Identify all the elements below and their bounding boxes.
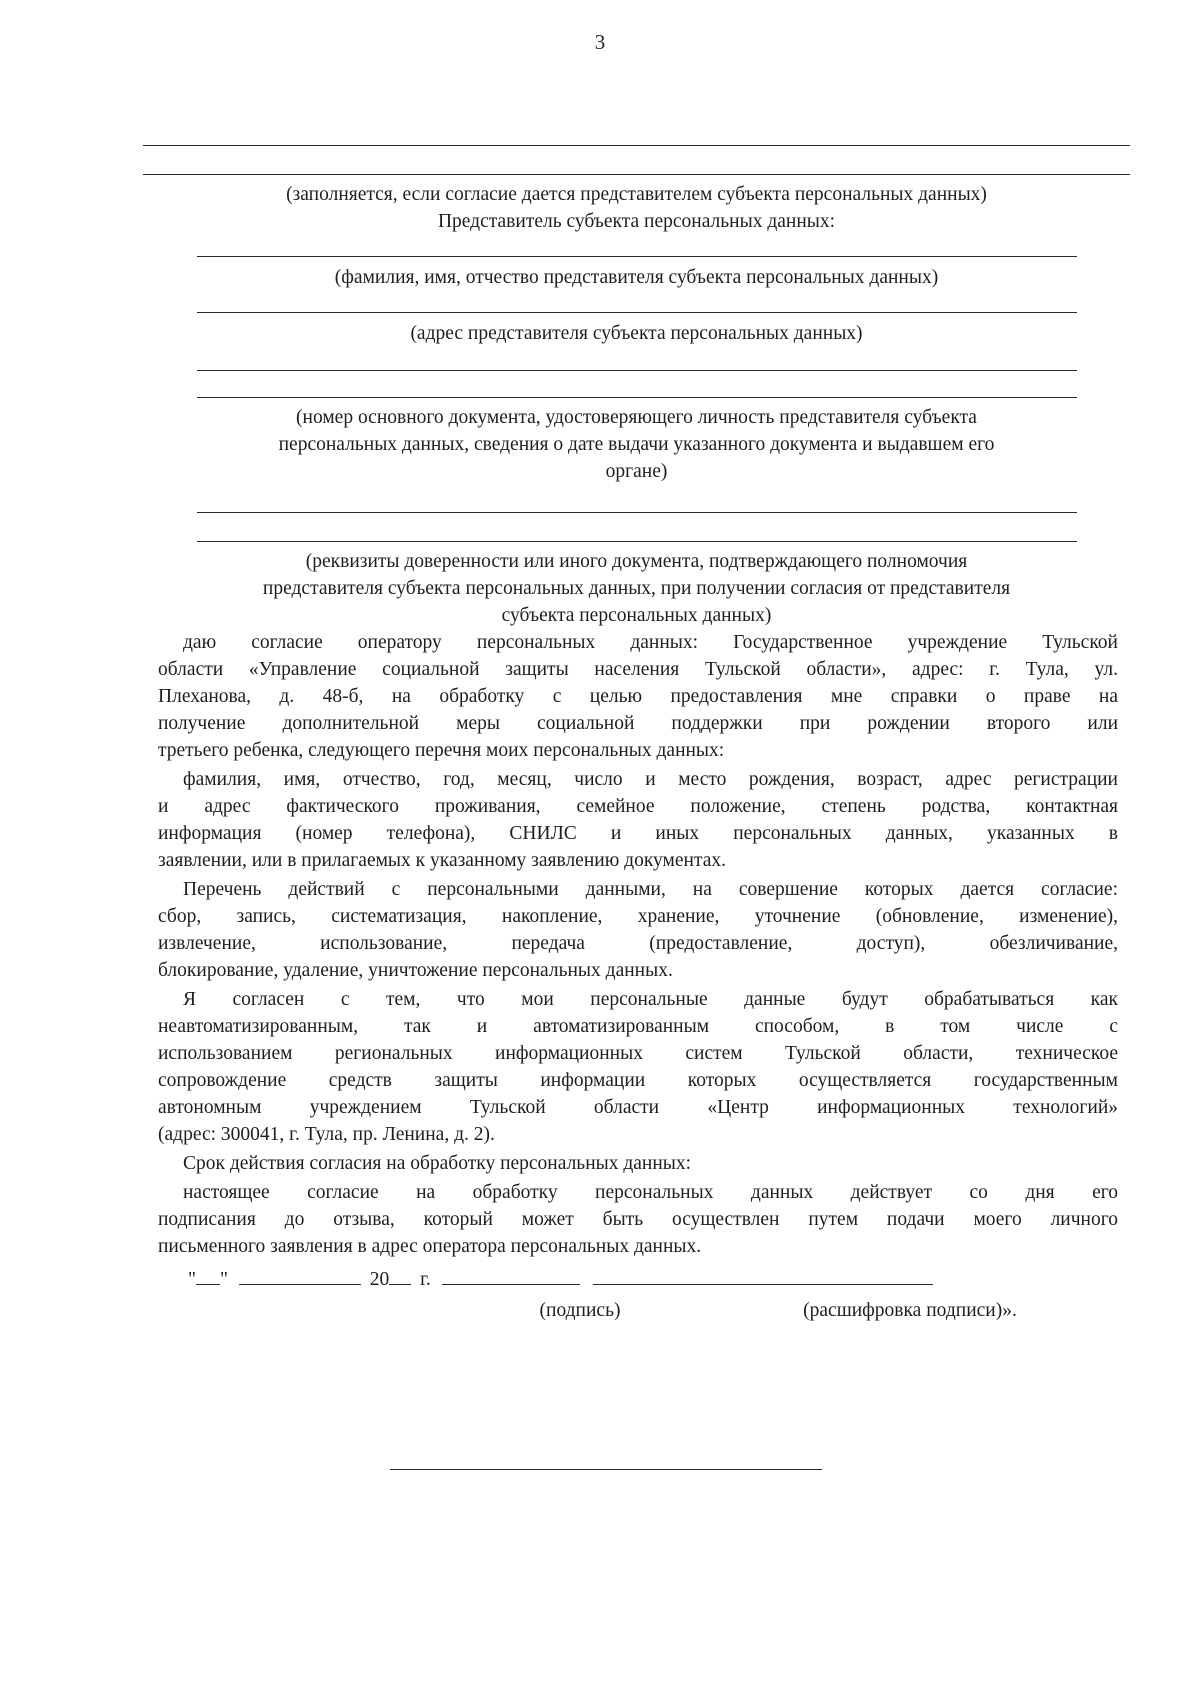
rep-note: (заполняется, если согласие дается представителем субъекта персональных данных) <box>286 184 987 205</box>
body-line: письменного заявления в адрес оператора персональных данных. <box>158 1236 702 1257</box>
body-line: и адрес фактического проживания, семейное положение, степень родства, контактная <box>158 796 1118 817</box>
body-line: Плеханова, д. 48-б, на обработку с целью предоставления мне справки о праве на <box>158 686 1118 707</box>
body-line: фамилия, имя, отчество, год, месяц, число и место рождения, возраст, адрес регистрации <box>183 769 1118 790</box>
body-line: области «Управление социальной защиты населения Тульской области», адрес: г. Тула, ул. <box>158 659 1118 680</box>
rep-address-caption: (адрес представителя субъекта персональных данных) <box>410 323 863 344</box>
rep-heading: Представитель субъекта персональных данных: <box>437 211 836 232</box>
body-line: использованием региональных информационных систем Тульской области, техническое <box>158 1043 1118 1064</box>
month-blank <box>239 1266 361 1285</box>
body-line: получение дополнительной меры социальной поддержки при рождении второго или <box>158 713 1118 734</box>
date-close-quote: " <box>219 1269 228 1290</box>
body-line: сопровождение средств защиты информации которых осуществляется государственным <box>158 1070 1118 1091</box>
signature-date-line <box>188 1266 933 1293</box>
rep-document-caption-line: органе) <box>605 461 668 482</box>
rep-power-caption-line: субъекта персональных данных) <box>501 605 772 626</box>
body-line: (адрес: 300041, г. Тула, пр. Ленина, д. 2). <box>158 1124 495 1145</box>
signature-decode-caption: (расшифровка подписи)». <box>803 1300 1017 1321</box>
body-line: неавтоматизированным, так и автоматизированным способом, в том числе с <box>158 1016 1118 1037</box>
fill-line <box>143 145 1130 146</box>
body-line: автономным учреждением Тульской области «Центр информационных технологий» <box>158 1097 1118 1118</box>
year-suffix: г. <box>420 1269 431 1290</box>
body-line: извлечение, использование, передача (предоставление, доступ), обезличивание, <box>158 933 1118 954</box>
body-line: Срок действия согласия на обработку персональных данных: <box>183 1153 692 1174</box>
date-open-quote: " <box>188 1269 196 1290</box>
body-line: сбор, запись, систематизация, накопление, хранение, уточнение (обновление, изменение), <box>158 906 1118 927</box>
body-line: третьего ребенка, следующего перечня моих персональных данных: <box>158 740 725 761</box>
signature-blank <box>442 1266 580 1285</box>
year-blank <box>389 1266 411 1285</box>
rep-document-caption-line: персональных данных, сведения о дате выдачи указанного документа и выдавшем его <box>278 434 995 455</box>
body-line: подписания до отзыва, который может быть осуществлен путем подачи моего личного <box>158 1209 1118 1230</box>
body-line: Перечень действий с персональными данными, на совершение которых дается согласие: <box>183 879 1118 900</box>
rep-fio-caption: (фамилия, имя, отчество представителя субъекта персональных данных) <box>334 267 939 288</box>
body-line: настоящее согласие на обработку персональных данных действует со дня его <box>183 1182 1118 1203</box>
body-line: блокирование, удаление, уничтожение персональных данных. <box>158 960 673 981</box>
fill-line <box>197 512 1077 513</box>
fill-line <box>197 312 1077 313</box>
end-of-document-line <box>390 1469 822 1470</box>
fill-line <box>197 397 1077 398</box>
fill-line <box>197 256 1077 257</box>
rep-power-caption-line: (реквизиты доверенности или иного документа, подтверждающего полномочия <box>305 551 968 572</box>
signature-caption: (подпись) <box>539 1300 621 1321</box>
rep-document-caption-line: (номер основного документа, удостоверяющего личность представителя субъекта <box>296 407 977 428</box>
body-line: информация (номер телефона), СНИЛС и иных персональных данных, указанных в <box>158 823 1118 844</box>
rep-power-caption-line: представителя субъекта персональных данных, при получении согласия от представителя <box>262 578 1011 599</box>
day-blank <box>196 1266 220 1285</box>
fill-line <box>197 541 1077 542</box>
page-number: 3 <box>594 30 606 54</box>
body-line: заявлении, или в прилагаемых к указанному заявлению документах. <box>158 850 726 871</box>
fill-line <box>143 174 1130 175</box>
body-line: Я согласен с тем, что мои персональные данные будут обрабатываться как <box>183 989 1118 1010</box>
year-prefix: 20 <box>369 1269 390 1290</box>
body-line: даю согласие оператору персональных данных: Государственное учреждение Тульской <box>183 632 1118 653</box>
signature-decode-blank <box>593 1266 933 1285</box>
fill-line <box>197 370 1077 371</box>
